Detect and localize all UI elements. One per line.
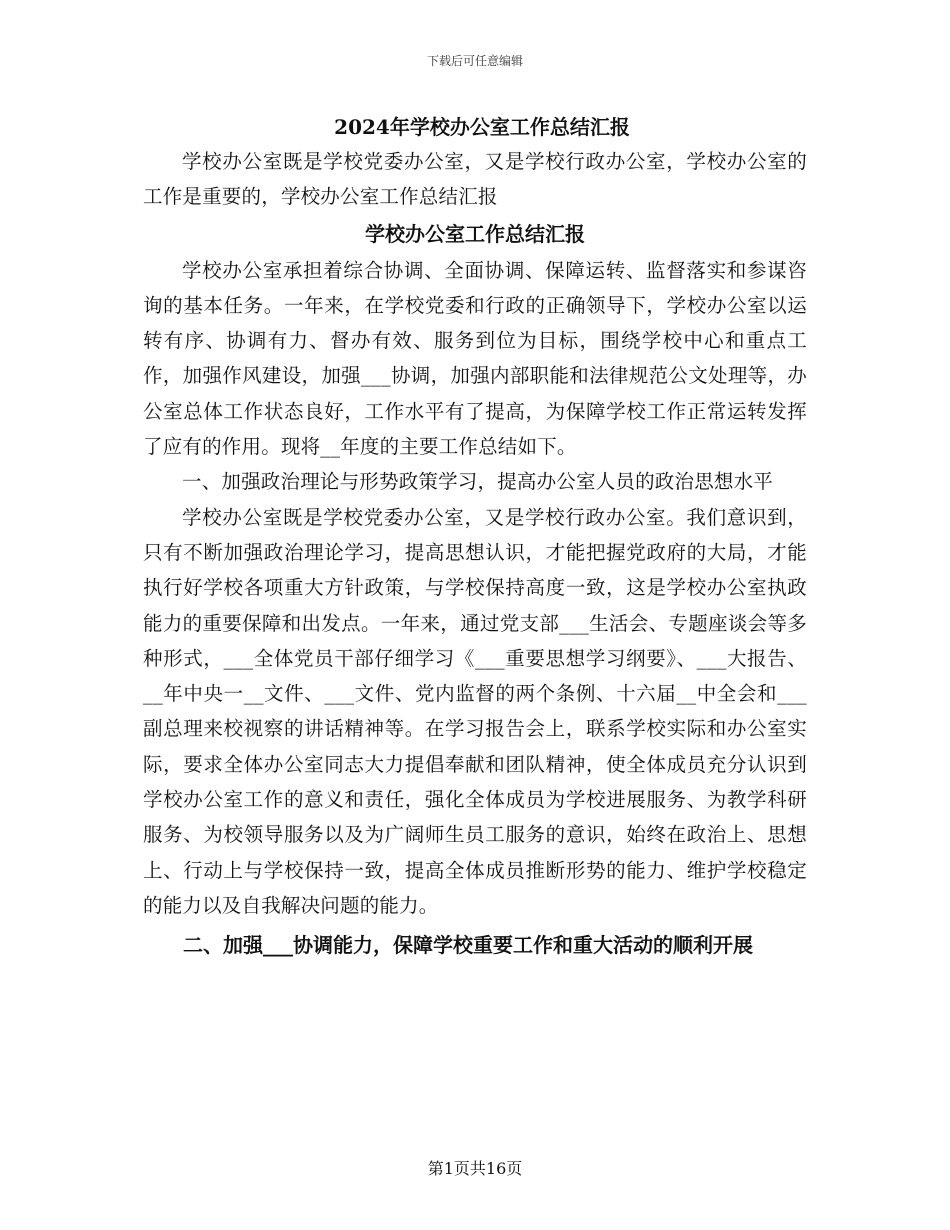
intro-paragraph: 学校办公室既是学校党委办公室，又是学校行政办公室，学校办公室的工作是重要的，学校办公室工作总结汇报 — [143, 150, 807, 209]
body-paragraph: 学校办公室既是学校党委办公室，又是学校行政办公室。我们意识到，只有不断加强政治理论学习，提高思想认识，才能把握党政府的大局，才能执行好学校各项重大方针政策，与学校保持高度一致，这是学校办公室执政能力的重要保障和出发点。一年来，通过党支部___生活会、专题座谈会等多种形式，___全体党员干部仔细学习《___重要思想学习纲要》、___大报告、__年中央一__文件、___文件、党内监督的两个条例、十六届__中全会和___副总理来校视察的讲话精神等。在学习报告会上，联系学校实际和办公室实际，要求全体办公室同志大力提倡奉献和团队精神，使全体成员充分认识到学校办公室工作的意义和责任，强化全体成员为学校进展服务、为教学科研服务、为校领导服务以及为广阔师生员工服务的意识，始终在政治上、思想上、行动上与学校保持一致，提高全体成员推断形势的能力、维护学校稳定的能力以及自我解决问题的能力。 — [143, 505, 807, 917]
body-paragraph: 学校办公室承担着综合协调、全面协调、保障运转、监督落实和参谋咨询的基本任务。一年来，在学校党委和行政的正确领导下，学校办公室以运转有序、协调有力、督办有效、服务到位为目标，围绕学校中心和重点工作，加强作风建设，加强___协调，加强内部职能和法律规范公文处理等，办公室总体工作状态良好，工作水平有了提高，为保障学校工作正常运转发挥了应有的作用。现将__年度的主要工作总结如下。 — [143, 258, 807, 459]
page-number: 第1页共16页 — [427, 1159, 523, 1178]
section-two-heading: 二、加强___协调能力，保障学校重要工作和重大活动的顺利开展 — [183, 933, 753, 958]
document-body — [143, 110, 807, 965]
section-one-heading: 一、加强政治理论与形势政策学习，提高办公室人员的政治思想水平 — [182, 470, 774, 494]
document-subtitle: 学校办公室工作总结汇报 — [365, 221, 585, 246]
page-header-note: 下载后可任意编辑 — [426, 54, 523, 68]
document-title: 2024年学校办公室工作总结汇报 — [334, 115, 630, 139]
